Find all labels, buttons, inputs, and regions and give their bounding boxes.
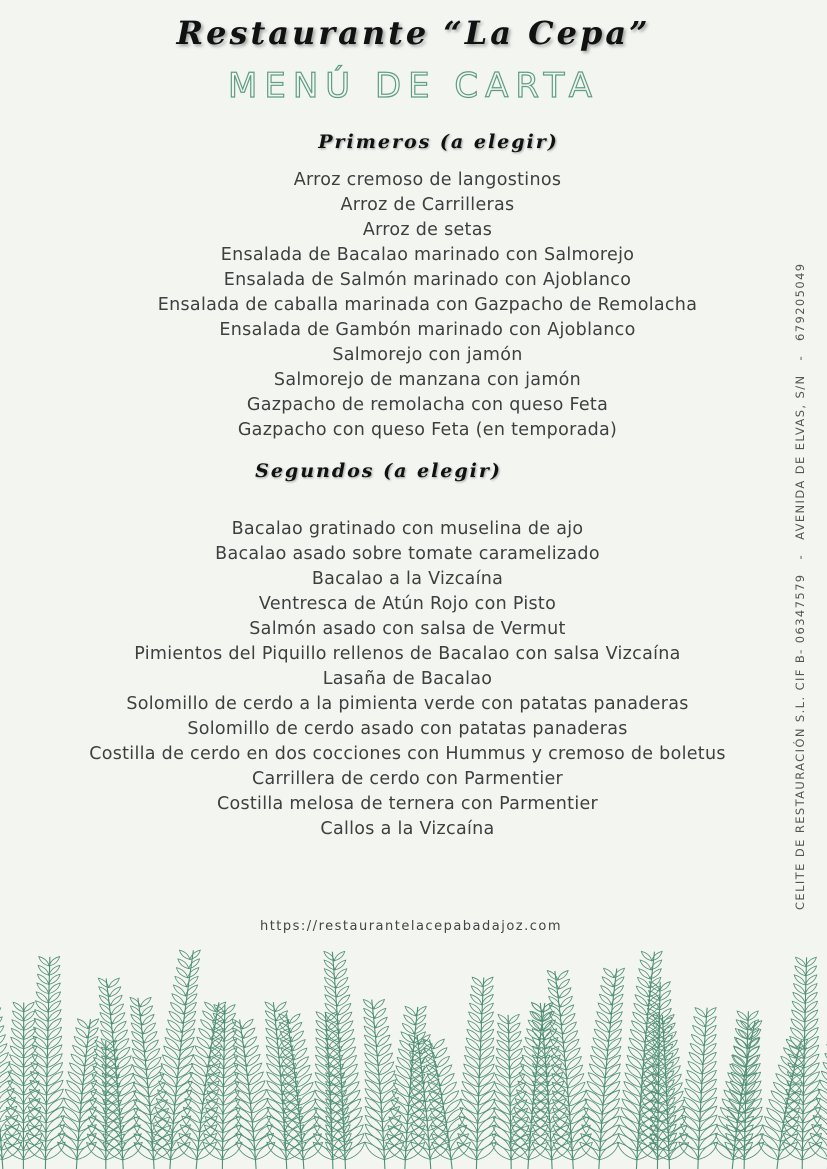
dish-item: Costilla de cerdo en dos cocciones con Hummus y cremoso de boletus (89, 744, 726, 764)
rosemary-sprig-icon (26, 957, 65, 1169)
dish-item: Gazpacho con queso Feta (en temporada) (237, 420, 618, 440)
segundos-heading: Segundos (a elegir) (255, 460, 502, 482)
dish-item: Solomillo de cerdo asado con patatas panaderas (187, 719, 628, 739)
website-link[interactable]: https://restaurantelacepabadajoz.com (259, 919, 563, 934)
dish-item: Pimientos del Piquillo rellenos de Bacalao con salsa Vizcaína (134, 644, 681, 664)
dish-item: Arroz de Carrilleras (340, 195, 515, 215)
dish-item: Solomillo de cerdo a la pimienta verde con patatas panaderas (126, 694, 689, 714)
menu-subtitle: MENÚ DE CARTA (228, 66, 599, 106)
dish-item: Bacalao gratinado con muselina de ajo (231, 519, 584, 539)
dish-item: Callos a la Vizcaína (320, 819, 495, 839)
rosemary-sprig-icon (547, 971, 592, 1169)
segundos-list (0, 517, 827, 842)
rosemary-sprigs-illustration (0, 940, 827, 1169)
dish-item: Salmorejo con jamón (332, 345, 523, 365)
rosemary-sprig-icon (0, 990, 22, 1169)
primeros-heading: Primeros (a elegir) (318, 131, 559, 153)
dish-item: Salmorejo de manzana con jamón (273, 370, 582, 390)
dish-item: Ventresca de Atún Rojo con Pisto (258, 594, 557, 614)
separator: - (793, 354, 807, 361)
dish-item: Ensalada de Bacalao marinado con Salmorejo (220, 245, 635, 265)
company-phone[interactable]: 679205049 (793, 262, 807, 341)
company-address: AVENIDA DE ELVAS, S/N (793, 374, 807, 540)
dish-item: Gazpacho de remolacha con queso Feta (246, 395, 609, 415)
rosemary-sprig-icon (98, 978, 142, 1169)
dish-item: Salmón asado con salsa de Vermut (249, 619, 566, 639)
dish-item: Ensalada de Salmón marinado con Ajoblanco (223, 270, 632, 290)
company-name: CELITE DE RESTAURACIÓN S.L. CIF B- 06347579 (793, 573, 807, 910)
restaurant-title: Restaurante “La Cepa” (176, 14, 651, 52)
dish-item: Bacalao asado sobre tomate caramelizado (215, 544, 600, 564)
dish-item: Arroz de setas (362, 220, 493, 240)
dish-item: Carrillera de cerdo con Parmentier (251, 769, 564, 789)
dish-item: Ensalada de caballa marinada con Gazpacho de Remolacha (157, 295, 698, 315)
dish-item: Lasaña de Bacalao (322, 669, 493, 689)
rosemary-sprig-icon (580, 968, 625, 1169)
dish-item: Bacalao a la Vizcaína (311, 569, 504, 589)
dish-item: Costilla melosa de ternera con Parmentier (216, 794, 599, 814)
rosemary-sprig-icon (457, 977, 496, 1169)
dish-item: Ensalada de Gambón marinado con Ajoblanco (219, 320, 636, 340)
dish-item: Arroz cremoso de langostinos (293, 170, 562, 190)
separator: - (793, 553, 807, 560)
rosemary-sprig-icon (4, 1002, 43, 1169)
rosemary-sprig-icon (532, 1003, 571, 1169)
rosemary-sprig-icon (679, 1008, 718, 1169)
rosemary-sprig-icon (151, 950, 200, 1169)
primeros-list (0, 168, 827, 443)
company-info-vertical (793, 262, 807, 910)
